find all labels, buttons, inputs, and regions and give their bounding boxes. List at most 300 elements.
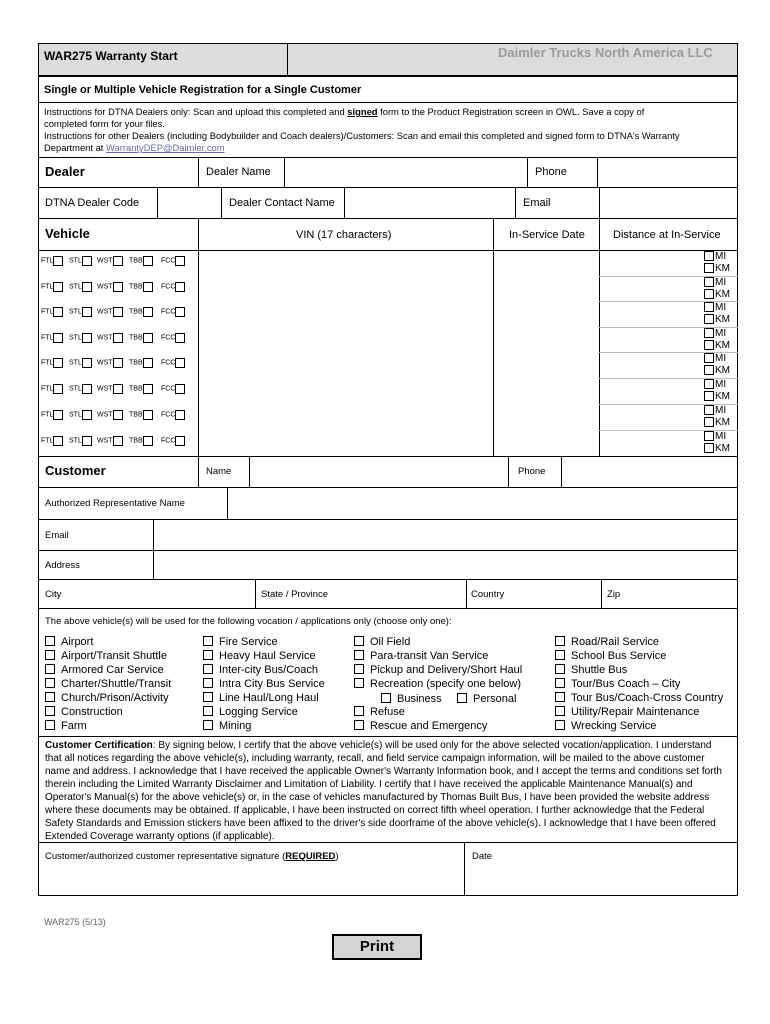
distance-unit-option[interactable] (704, 289, 730, 300)
vocation-label: Rescue and Emergency (370, 720, 488, 732)
vehicle-type-option[interactable] (69, 282, 92, 292)
vocation-checkbox[interactable] (45, 650, 55, 660)
vin-field[interactable] (199, 353, 492, 377)
vocation-checkbox[interactable] (203, 692, 213, 702)
vehicle-type-checkbox[interactable] (82, 358, 92, 368)
distance-unit-label: MI (715, 431, 727, 442)
vehicle-type-checkbox[interactable] (82, 256, 92, 266)
vehicle-type-checkbox[interactable] (113, 358, 123, 368)
signature-label (45, 851, 339, 862)
distance-unit-option[interactable] (704, 417, 730, 428)
vocation-option[interactable] (203, 649, 316, 663)
vehicle-type-option[interactable] (41, 333, 63, 343)
vehicle-type-option[interactable] (97, 358, 123, 368)
vehicle-type-checkbox[interactable] (53, 358, 63, 368)
distance-unit-checkbox[interactable] (704, 431, 714, 441)
vocation-label: Construction (61, 706, 123, 718)
vocation-checkbox[interactable] (203, 636, 213, 646)
zip-field[interactable] (625, 580, 737, 607)
distance-field[interactable] (600, 277, 700, 301)
distance-unit-option[interactable] (704, 391, 730, 402)
address-field[interactable] (154, 551, 737, 578)
recreation-business-option[interactable] (381, 692, 442, 706)
instr-line1b: form to the Product Registration screen in OWL. Save a copy of (377, 106, 645, 117)
vehicle-type-option[interactable] (161, 282, 185, 292)
business-checkbox[interactable] (381, 693, 391, 703)
vehicle-type-checkbox[interactable] (113, 256, 123, 266)
distance-unit-option[interactable] (704, 353, 726, 364)
vehicle-type-option[interactable] (129, 333, 153, 343)
vehicle-type-label: STL (69, 257, 82, 265)
country-label: Country (471, 589, 505, 600)
vehicle-type-label: FCC (161, 385, 176, 393)
vehicle-type-option[interactable] (69, 358, 92, 368)
vehicle-type-checkbox[interactable] (143, 307, 153, 317)
vocation-checkbox[interactable] (203, 650, 213, 660)
distance-unit-checkbox[interactable] (704, 251, 714, 261)
customer-phone-field[interactable] (562, 457, 737, 486)
personal-checkbox[interactable] (457, 693, 467, 703)
vehicle-type-checkbox[interactable] (82, 307, 92, 317)
signature-required: REQUIRED (285, 851, 336, 862)
vehicle-type-label: FTL (41, 359, 54, 367)
vehicle-type-checkbox[interactable] (82, 436, 92, 446)
vehicle-type-option[interactable] (41, 282, 63, 292)
vehicle-type-option[interactable] (41, 307, 63, 317)
vocation-checkbox[interactable] (354, 636, 364, 646)
vocation-label: School Bus Service (571, 650, 667, 662)
vin-field[interactable] (199, 405, 492, 429)
recreation-personal-option[interactable] (457, 692, 516, 706)
dealer-email-label: Email (523, 197, 551, 209)
vocation-label: Oil Field (370, 636, 411, 648)
distance-unit-label: MI (715, 353, 727, 364)
vocation-option[interactable] (354, 649, 488, 663)
vehicle-type-row (41, 282, 198, 296)
distance-unit-option[interactable] (704, 379, 726, 390)
vocation-checkbox[interactable] (203, 664, 213, 674)
vocation-option[interactable] (555, 705, 699, 719)
customer-certification (45, 739, 730, 843)
dealer-section-label: Dealer (45, 164, 85, 179)
vocation-option[interactable] (45, 705, 123, 719)
vin-field[interactable] (199, 277, 492, 301)
distance-unit-label: KM (715, 391, 730, 402)
vocation-option[interactable] (203, 691, 319, 705)
vehicle-type-option[interactable] (41, 410, 63, 420)
vehicle-type-option[interactable] (69, 410, 92, 420)
dealer-name-field[interactable] (285, 158, 527, 186)
distance-unit-checkbox[interactable] (704, 302, 714, 312)
vehicle-type-option[interactable] (69, 256, 92, 266)
vocation-label: Recreation (specify one below) (370, 678, 522, 690)
distance-unit-option[interactable] (704, 365, 730, 376)
vocation-option[interactable] (203, 663, 318, 677)
inservice-date-field[interactable] (494, 302, 598, 326)
distance-unit-option[interactable] (704, 263, 730, 274)
city-field[interactable] (70, 580, 254, 607)
vehicle-type-checkbox[interactable] (53, 384, 63, 394)
vocation-checkbox[interactable] (354, 664, 364, 674)
vehicle-type-option[interactable] (97, 282, 123, 292)
vehicle-type-checkbox[interactable] (175, 384, 185, 394)
vehicle-type-option[interactable] (161, 436, 185, 446)
vocation-option[interactable] (45, 677, 171, 691)
vocation-option[interactable] (354, 635, 410, 649)
vocation-option[interactable] (555, 663, 627, 677)
vehicle-type-label: TBB (129, 359, 143, 367)
vehicle-type-option[interactable] (161, 410, 185, 420)
vehicle-type-label: FTL (41, 308, 54, 316)
inservice-date-field[interactable] (494, 328, 598, 352)
state-field[interactable] (335, 580, 465, 607)
vehicle-type-label: STL (69, 411, 82, 419)
inservice-date-label: In-Service Date (509, 229, 585, 241)
address-label: Address (45, 560, 80, 571)
vehicle-type-label: TBB (129, 437, 143, 445)
dealer-phone-label: Phone (535, 166, 567, 178)
distance-unit-checkbox[interactable] (704, 289, 714, 299)
vehicle-type-row (41, 384, 198, 398)
distance-label: Distance at In-Service (613, 229, 721, 241)
vocation-checkbox[interactable] (555, 664, 565, 674)
zip-label: Zip (607, 589, 621, 600)
vocation-option[interactable] (203, 635, 278, 649)
vocation-checkbox[interactable] (555, 692, 565, 702)
vocation-option[interactable] (45, 719, 87, 733)
distance-unit-label: KM (715, 340, 730, 351)
vocation-option[interactable] (354, 705, 405, 719)
distance-unit-checkbox[interactable] (704, 353, 714, 363)
customer-email-field[interactable] (154, 520, 737, 549)
vehicle-type-option[interactable] (97, 384, 123, 394)
dealer-name-label: Dealer Name (206, 166, 271, 178)
vehicle-type-label: FCC (161, 437, 176, 445)
vehicle-type-label: FTL (41, 411, 54, 419)
vehicle-type-option[interactable] (161, 333, 185, 343)
vocation-checkbox[interactable] (354, 706, 364, 716)
vehicle-type-checkbox[interactable] (113, 307, 123, 317)
dealer-code-label: DTNA Dealer Code (45, 197, 140, 209)
vehicle-type-label: STL (69, 359, 82, 367)
vocation-checkbox[interactable] (203, 720, 213, 730)
vehicle-type-option[interactable] (69, 307, 92, 317)
vehicle-type-label: TBB (129, 334, 143, 342)
vocation-option[interactable] (555, 649, 666, 663)
distance-unit-option[interactable] (704, 302, 726, 313)
vocation-option[interactable] (354, 719, 487, 733)
distance-field[interactable] (600, 251, 700, 275)
vocation-label: Wrecking Service (571, 720, 657, 732)
vehicle-type-checkbox[interactable] (82, 333, 92, 343)
vehicle-type-option[interactable] (129, 410, 153, 420)
company-name: Daimler Trucks North America LLC (498, 45, 713, 60)
vocation-checkbox[interactable] (45, 664, 55, 674)
vehicle-type-label: WST (97, 308, 113, 316)
distance-unit-option[interactable] (704, 443, 730, 454)
distance-unit-option[interactable] (704, 277, 726, 288)
vehicle-type-label: FTL (41, 385, 54, 393)
inservice-date-field[interactable] (494, 405, 598, 429)
vocation-checkbox[interactable] (555, 678, 565, 688)
vehicle-type-option[interactable] (97, 256, 123, 266)
distance-unit-label: KM (715, 443, 730, 454)
vehicle-type-row (41, 256, 198, 270)
vocation-checkbox[interactable] (555, 706, 565, 716)
vehicle-type-option[interactable] (161, 307, 185, 317)
rep-name-field[interactable] (228, 488, 737, 518)
vocation-option[interactable] (354, 663, 522, 677)
distance-unit-checkbox[interactable] (704, 328, 714, 338)
vocation-checkbox[interactable] (45, 706, 55, 716)
vocation-option[interactable] (45, 635, 93, 649)
distance-unit-option[interactable] (704, 340, 730, 351)
vehicle-type-label: STL (69, 334, 82, 342)
vehicle-type-option[interactable] (97, 436, 123, 446)
vocation-option[interactable] (45, 691, 169, 705)
vin-label: VIN (17 characters) (296, 229, 392, 241)
distance-field[interactable] (600, 328, 700, 352)
vocation-option[interactable] (203, 719, 251, 733)
vin-field[interactable] (199, 328, 492, 352)
vehicle-type-label: FTL (41, 257, 54, 265)
vehicle-type-row (41, 333, 198, 347)
vin-field[interactable] (199, 251, 492, 275)
vehicle-type-checkbox[interactable] (113, 384, 123, 394)
distance-unit-checkbox[interactable] (704, 263, 714, 273)
vocation-option[interactable] (555, 719, 656, 733)
vehicle-type-checkbox[interactable] (53, 333, 63, 343)
distance-field[interactable] (600, 353, 700, 377)
vehicle-type-label: FCC (161, 308, 176, 316)
vocation-label: Fire Service (219, 636, 278, 648)
vehicle-type-option[interactable] (69, 436, 92, 446)
vehicle-type-label: FCC (161, 411, 176, 419)
vehicle-type-checkbox[interactable] (175, 333, 185, 343)
personal-label: Personal (473, 693, 517, 705)
vocation-option[interactable] (203, 705, 298, 719)
vin-field[interactable] (199, 431, 492, 455)
vocation-checkbox[interactable] (45, 678, 55, 688)
vehicle-type-option[interactable] (41, 358, 63, 368)
instr-line1a: Instructions for DTNA Dealers only: Scan and upload this completed and (44, 106, 348, 117)
distance-field[interactable] (600, 302, 700, 326)
vocation-checkbox[interactable] (555, 636, 565, 646)
distance-unit-label: MI (715, 251, 727, 262)
date-label: Date (472, 851, 493, 862)
vehicle-type-label: FCC (161, 359, 176, 367)
vocation-option[interactable] (45, 649, 167, 663)
distance-field[interactable] (600, 431, 700, 455)
vehicle-type-option[interactable] (161, 358, 185, 368)
vocation-option[interactable] (555, 677, 680, 691)
vehicle-type-label: TBB (129, 283, 143, 291)
print-button[interactable]: Print (332, 934, 422, 960)
vocation-checkbox[interactable] (203, 678, 213, 688)
vehicle-type-checkbox[interactable] (53, 282, 63, 292)
distance-unit-checkbox[interactable] (704, 405, 714, 415)
dealer-code-field[interactable] (158, 188, 221, 217)
vehicle-type-option[interactable] (129, 256, 153, 266)
distance-unit-checkbox[interactable] (704, 391, 714, 401)
instr-line2: completed form for your files. (44, 118, 165, 129)
signature-date-field[interactable] (465, 866, 737, 895)
vocation-checkbox[interactable] (203, 706, 213, 716)
vehicle-type-option[interactable] (129, 282, 153, 292)
vehicle-type-checkbox[interactable] (175, 436, 185, 446)
vehicle-type-label: FCC (161, 257, 176, 265)
distance-unit-option[interactable] (704, 328, 726, 339)
state-label: State / Province (261, 589, 329, 600)
vocation-checkbox[interactable] (45, 720, 55, 730)
vehicle-type-label: TBB (129, 308, 143, 316)
vehicle-type-checkbox[interactable] (143, 384, 153, 394)
vehicle-type-option[interactable] (97, 410, 123, 420)
vin-field[interactable] (199, 302, 492, 326)
dealer-email-field[interactable] (600, 188, 737, 217)
distance-unit-checkbox[interactable] (704, 340, 714, 350)
vehicle-type-label: WST (97, 385, 113, 393)
vocation-checkbox[interactable] (354, 678, 364, 688)
vehicle-type-row (41, 358, 198, 372)
vehicle-type-option[interactable] (97, 307, 123, 317)
inservice-date-field[interactable] (494, 353, 598, 377)
vehicle-type-checkbox[interactable] (82, 384, 92, 394)
vehicle-type-option[interactable] (69, 333, 92, 343)
instr-line4: Department at (44, 142, 107, 153)
vehicle-type-checkbox[interactable] (82, 410, 92, 420)
vocation-label: Charter/Shuttle/Transit (61, 678, 172, 690)
vehicle-type-option[interactable] (161, 384, 185, 394)
vocation-label: Farm (61, 720, 87, 732)
vehicle-type-option[interactable] (161, 256, 185, 266)
vocation-option[interactable] (354, 677, 521, 691)
dealer-contact-label: Dealer Contact Name (229, 197, 335, 209)
vocation-label: Armored Car Service (61, 664, 164, 676)
vehicle-type-checkbox[interactable] (113, 436, 123, 446)
vehicle-type-checkbox[interactable] (53, 410, 63, 420)
distance-field[interactable] (600, 405, 700, 429)
vehicle-type-checkbox[interactable] (143, 333, 153, 343)
vocation-checkbox[interactable] (45, 692, 55, 702)
vehicle-type-label: WST (97, 359, 113, 367)
instr-line3: Instructions for other Dealers (including Bodybuilder and Coach dealers)/Customers: Scan and email this completed and signed form to DTNA's Warranty (44, 130, 680, 141)
inservice-date-field[interactable] (494, 431, 598, 455)
signature-field[interactable] (39, 866, 463, 895)
distance-unit-option[interactable] (704, 405, 726, 416)
vehicle-type-option[interactable] (129, 358, 153, 368)
vehicle-type-option[interactable] (129, 384, 153, 394)
customer-name-field[interactable] (250, 457, 508, 486)
vehicle-type-option[interactable] (41, 256, 63, 266)
distance-unit-checkbox[interactable] (704, 277, 714, 287)
vehicle-type-label: FTL (41, 283, 54, 291)
vehicle-type-option[interactable] (41, 436, 63, 446)
inservice-date-field[interactable] (494, 251, 598, 275)
vehicle-type-label: STL (69, 308, 82, 316)
country-field[interactable] (510, 580, 600, 607)
vocation-label: Heavy Haul Service (219, 650, 316, 662)
signature-label-close: ) (335, 851, 339, 862)
vehicle-type-checkbox[interactable] (143, 358, 153, 368)
distance-unit-checkbox[interactable] (704, 443, 714, 453)
vehicle-type-checkbox[interactable] (175, 307, 185, 317)
vocation-option[interactable] (45, 663, 164, 677)
vocation-option[interactable] (555, 691, 723, 705)
form-title: WAR275 Warranty Start (44, 49, 178, 63)
vehicle-type-checkbox[interactable] (175, 410, 185, 420)
rep-name-label: Authorized Representative Name (45, 498, 185, 509)
vehicle-type-checkbox[interactable] (175, 256, 185, 266)
vehicle-type-option[interactable] (69, 384, 92, 394)
vehicle-type-option[interactable] (129, 436, 153, 446)
vehicle-type-checkbox[interactable] (143, 282, 153, 292)
distance-unit-checkbox[interactable] (704, 314, 714, 324)
vocation-option[interactable] (203, 677, 325, 691)
vocation-checkbox[interactable] (45, 636, 55, 646)
distance-unit-checkbox[interactable] (704, 365, 714, 375)
vehicle-type-checkbox[interactable] (113, 410, 123, 420)
vocation-label: Shuttle Bus (571, 664, 628, 676)
vehicle-type-checkbox[interactable] (113, 333, 123, 343)
instr-signed: signed (347, 106, 378, 117)
vehicle-type-label: STL (69, 385, 82, 393)
vehicle-type-checkbox[interactable] (175, 282, 185, 292)
vocation-checkbox[interactable] (555, 650, 565, 660)
vocation-label: Tour/Bus Coach – City (571, 678, 681, 690)
vehicle-type-checkbox[interactable] (143, 410, 153, 420)
distance-field[interactable] (600, 379, 700, 403)
vocation-checkbox[interactable] (555, 720, 565, 730)
distance-unit-option[interactable] (704, 314, 730, 325)
distance-unit-checkbox[interactable] (704, 379, 714, 389)
vocation-option[interactable] (555, 635, 659, 649)
vehicle-type-checkbox[interactable] (53, 256, 63, 266)
distance-unit-label: KM (715, 263, 730, 274)
distance-unit-checkbox[interactable] (704, 417, 714, 427)
vin-field[interactable] (199, 379, 492, 403)
distance-unit-option[interactable] (704, 431, 726, 442)
vehicle-section-label: Vehicle (45, 226, 90, 241)
vehicle-type-checkbox[interactable] (82, 282, 92, 292)
dealer-phone-field[interactable] (598, 158, 737, 186)
business-label: Business (397, 693, 442, 705)
warranty-email-link[interactable]: WarrantyDEP@Daimler.com (106, 142, 225, 153)
inservice-date-field[interactable] (494, 277, 598, 301)
vehicle-type-checkbox[interactable] (53, 436, 63, 446)
city-label: City (45, 589, 62, 600)
distance-unit-option[interactable] (704, 251, 726, 262)
form-code: WAR275 (5/13) (44, 917, 106, 927)
vehicle-type-option[interactable] (97, 333, 123, 343)
vehicle-type-option[interactable] (129, 307, 153, 317)
vehicle-type-checkbox[interactable] (175, 358, 185, 368)
vehicle-type-checkbox[interactable] (143, 256, 153, 266)
vehicle-type-label: STL (69, 283, 82, 291)
vehicle-type-label: WST (97, 257, 113, 265)
distance-unit-label: MI (715, 405, 727, 416)
inservice-date-field[interactable] (494, 379, 598, 403)
vehicle-type-checkbox[interactable] (53, 307, 63, 317)
customer-name-label: Name (206, 466, 232, 477)
dealer-contact-field[interactable] (345, 188, 515, 217)
vocation-checkbox[interactable] (354, 720, 364, 730)
vehicle-type-option[interactable] (41, 384, 63, 394)
vocation-checkbox[interactable] (354, 650, 364, 660)
vocation-label: Pickup and Delivery/Short Haul (370, 664, 523, 676)
vehicle-type-checkbox[interactable] (113, 282, 123, 292)
vehicle-type-checkbox[interactable] (143, 436, 153, 446)
